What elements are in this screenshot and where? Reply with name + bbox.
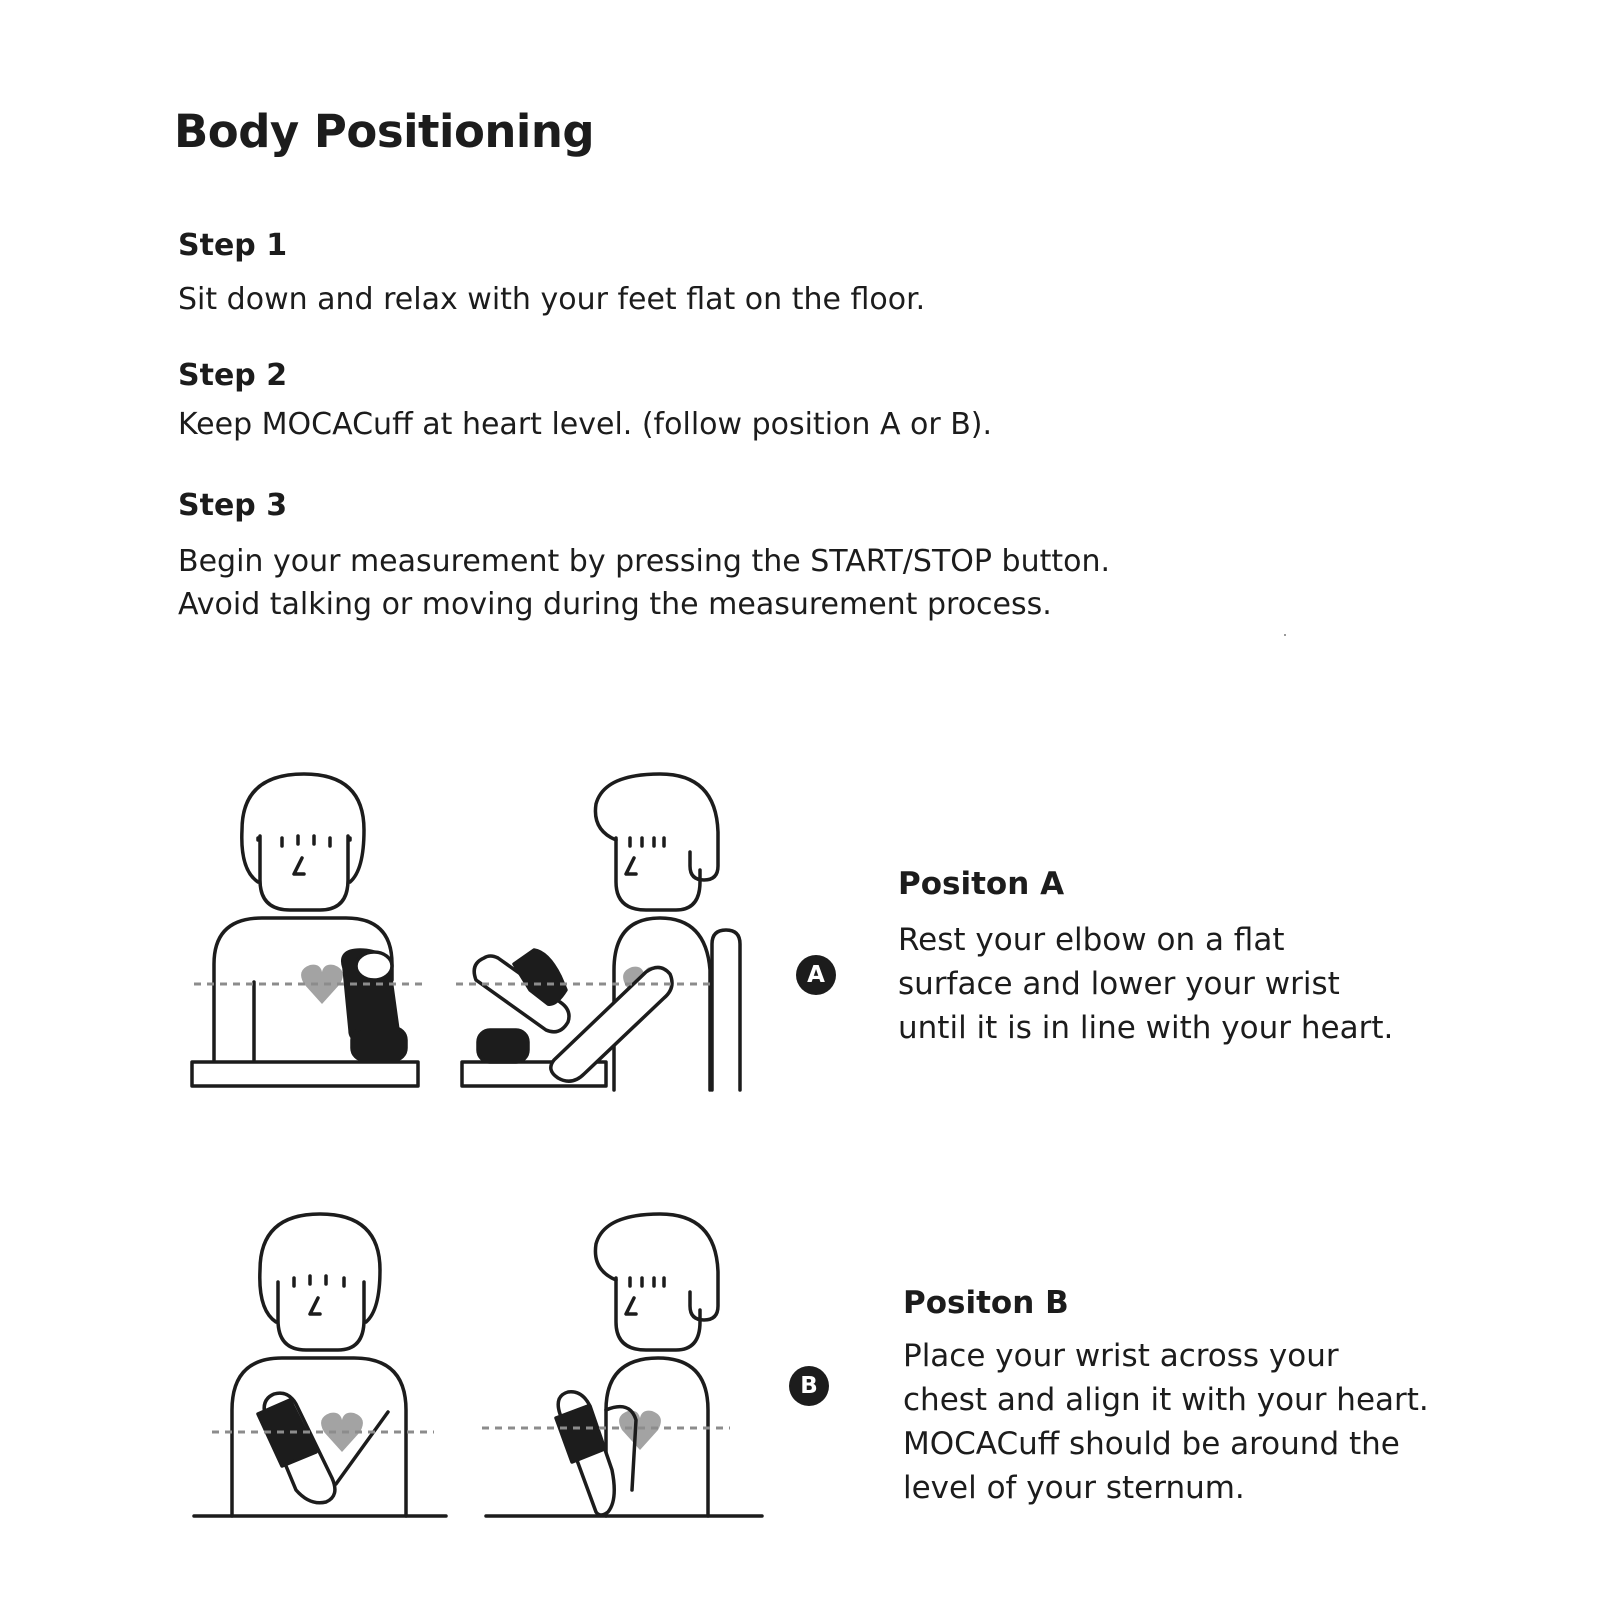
position-b-side-heart — [619, 1411, 661, 1450]
heart-level-guides — [194, 984, 730, 1432]
position-a-badge: A — [796, 955, 836, 995]
position-b-heading: Positon B — [903, 1285, 1069, 1321]
position-a-heading: Positon A — [898, 866, 1065, 902]
position-b-text-line: Place your wrist across your — [903, 1338, 1339, 1374]
position-a-front-table — [192, 1062, 418, 1086]
position-a-front-cuff — [343, 950, 406, 1060]
position-b-badge: B — [789, 1366, 829, 1406]
step-1-text: Sit down and relax with your feet flat on the floor. — [178, 282, 926, 317]
position-b-side-figure — [486, 1214, 762, 1516]
step-3-heading: Step 3 — [178, 488, 288, 523]
step-2-text: Keep MOCACuff at heart level. (follow position A or B). — [178, 407, 993, 442]
position-a-text — [898, 918, 1393, 1050]
step-3-text-line-1: Begin your measurement by pressing the START/STOP button. — [178, 544, 1111, 579]
step-1-heading: Step 1 — [178, 228, 288, 263]
step-3-text-line-2: Avoid talking or moving during the measurement process. — [178, 587, 1052, 622]
position-b-text-line: level of your sternum. — [903, 1470, 1245, 1506]
position-a-text-line: until it is in line with your heart. — [898, 1010, 1394, 1046]
position-b-side-arm — [556, 1392, 636, 1515]
position-b-text — [903, 1334, 1429, 1510]
page-title: Body Positioning — [174, 105, 595, 158]
position-b-text-line: chest and align it with your heart. — [903, 1382, 1429, 1418]
step-2-heading: Step 2 — [178, 358, 288, 393]
position-a-front-heart — [301, 965, 343, 1004]
position-b-text-line: MOCACuff should be around the — [903, 1426, 1400, 1462]
position-a-side-arm — [474, 950, 672, 1081]
position-a-text-line: surface and lower your wrist — [898, 966, 1340, 1002]
position-a-text-line: Rest your elbow on a flat — [898, 922, 1285, 958]
position-b-front-arm — [258, 1393, 388, 1503]
